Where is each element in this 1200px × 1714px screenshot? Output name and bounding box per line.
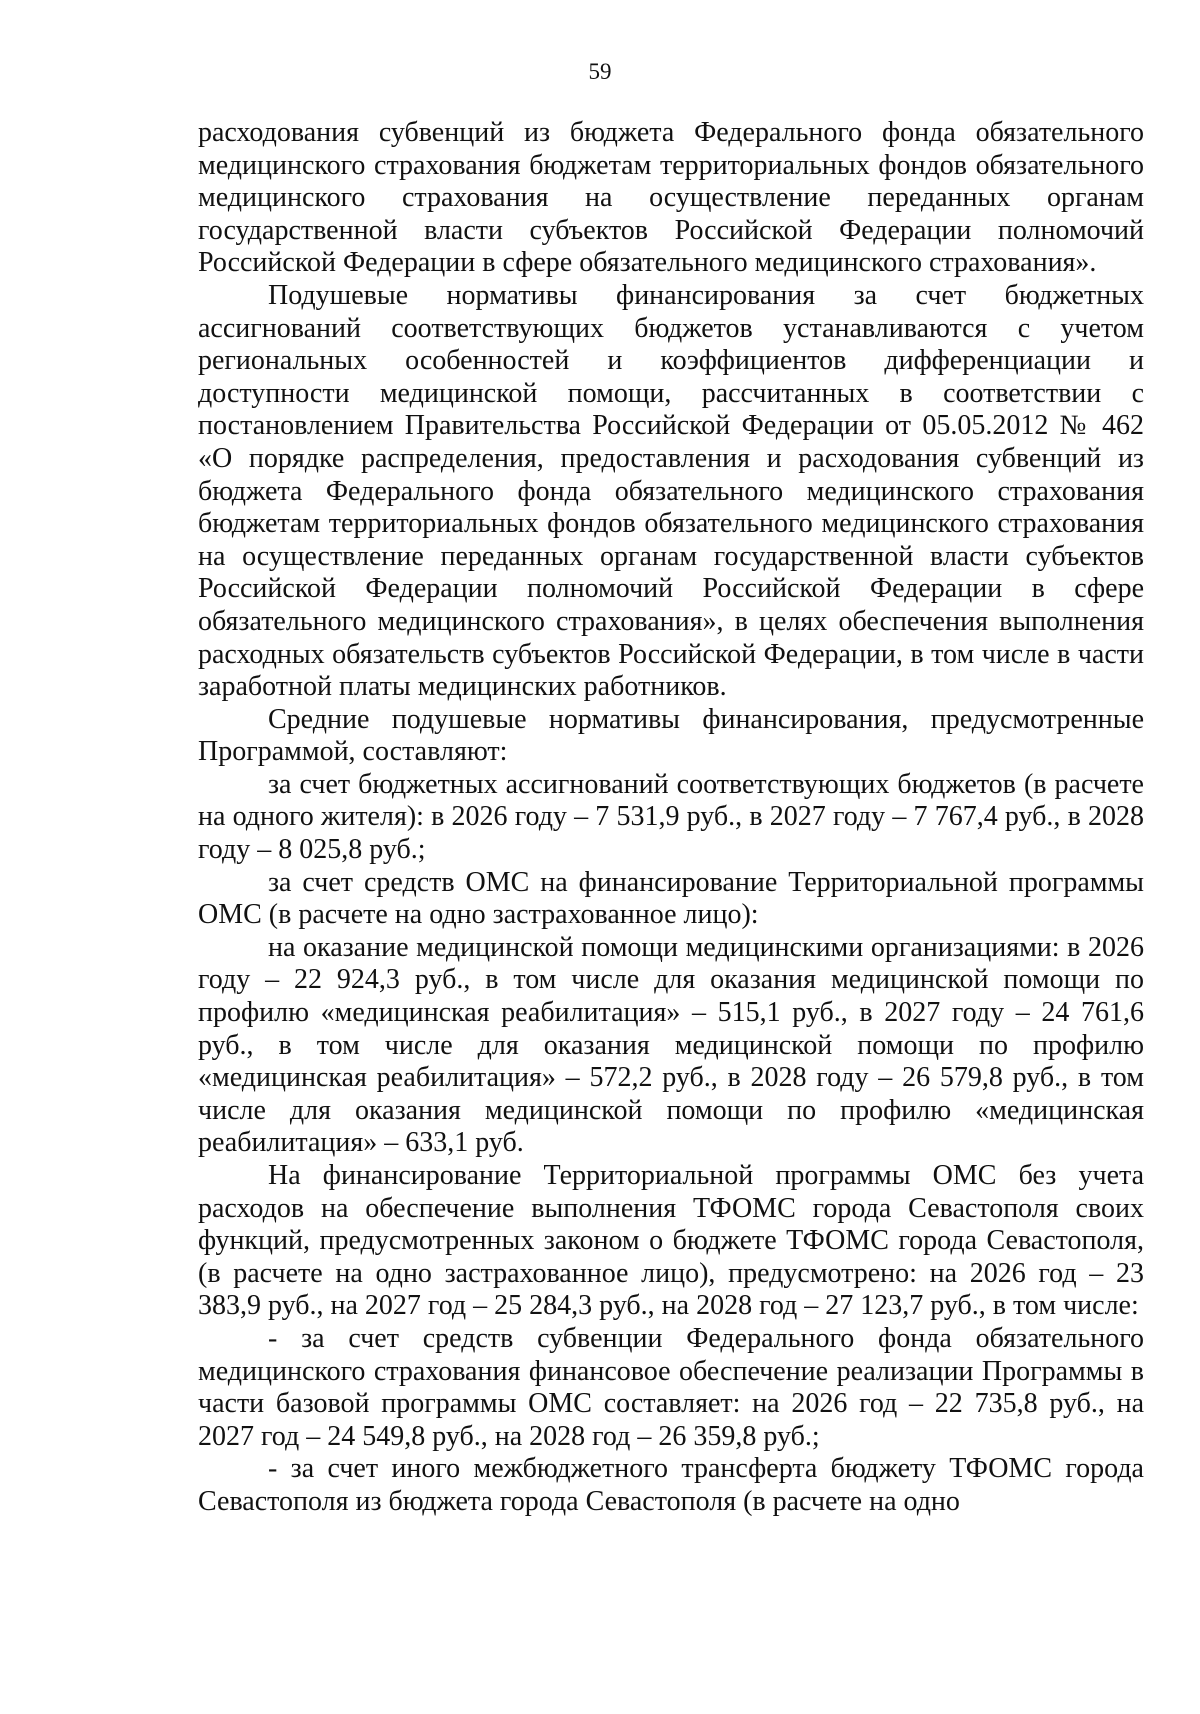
paragraph-territorial-program-financing: На финансирование Территориальной программы ОМС без учета расходов на обеспечение выполнения ТФОМС города Севастополя своих функций, предусмотренных законом о бюджете ТФОМС города Севастополя, (в расчете на одно застрахованное лицо), предусмотрено: на 2026 год – 23 383,9 руб., на 2027 год – 25 284,3 руб., на 2028 год – 27 123,7 руб., в том числе: [198,1160,1144,1322]
paragraph-subvention-item: - за счет средств субвенции Федерального фонда обязательного медицинского страхования финансовое обеспечение реализации Программы в части базовой программы ОМС составляет: на 2026 год – 22 735,8 руб., на 2027 год – 24 549,8 руб., на 2028 год – 26 359,8 руб.; [198,1322,1144,1452]
paragraph-average-norms: Средние подушевые нормативы финансирования, предусмотренные Программой, составляют: [198,703,1144,768]
paragraph-oms-funds: за счет средств ОМС на финансирование Территориальной программы ОМС (в расчете на одно застрахованное лицо): [198,866,1144,931]
document-body [198,117,1144,1519]
paragraph-continuation: расходования субвенций из бюджета Федерального фонда обязательного медицинского страхования бюджетам территориальных фондов обязательного медицинского страхования на осуществление переданных органам государственной власти субъектов Российской Федерации полномочий Российской Федерации в сфере обязательного медицинского страхования». [198,117,1144,279]
paragraph-interbudget-transfer-item: - за счет иного межбюджетного трансферта бюджету ТФОМС города Севастополя из бюджета города Севастополя (в расчете на одно [198,1453,1144,1517]
paragraph-budget-allocations: за счет бюджетных ассигнований соответствующих бюджетов (в расчете на одного жителя): в 2026 году – 7 531,9 руб., в 2027 году – 7 767,4 руб., в 2028 году – 8 025,8 руб.; [198,768,1144,866]
paragraph-per-capita-norms: Подушевые нормативы финансирования за счет бюджетных ассигнований соответствующих бюджетов устанавливаются с учетом региональных особенностей и коэффициентов дифференциации и доступности медицинской помощи, рассчитанных в соответствии с постановлением Правительства Российской Федерации от 05.05.2012 № 462 «О порядке распределения, предоставления и расходования субвенций из бюджета Федерального фонда обязательного медицинского страхования бюджетам территориальных фондов обязательного медицинского страхования на осуществление переданных органам государственной власти субъектов Российской Федерации полномочий Российской Федерации в сфере обязательного медицинского страхования», в целях обеспечения выполнения расходных обязательств субъектов Российской Федерации, в том числе в части заработной платы медицинских работников. [198,279,1144,703]
page-number: 59 [588,59,612,84]
paragraph-medical-organizations: на оказание медицинской помощи медицинскими организациями: в 2026 году – 22 924,3 руб., в том числе для оказания медицинской помощи по профилю «медицинская реабилитация» – 515,1 руб., в 2027 году – 24 761,6 руб., в том числе для оказания медицинской помощи по профилю «медицинская реабилитация» – 572,2 руб., в 2028 году – 26 579,8 руб., в том числе для оказания медицинской помощи по профилю «медицинская реабилитация» – 633,1 руб. [198,931,1144,1159]
